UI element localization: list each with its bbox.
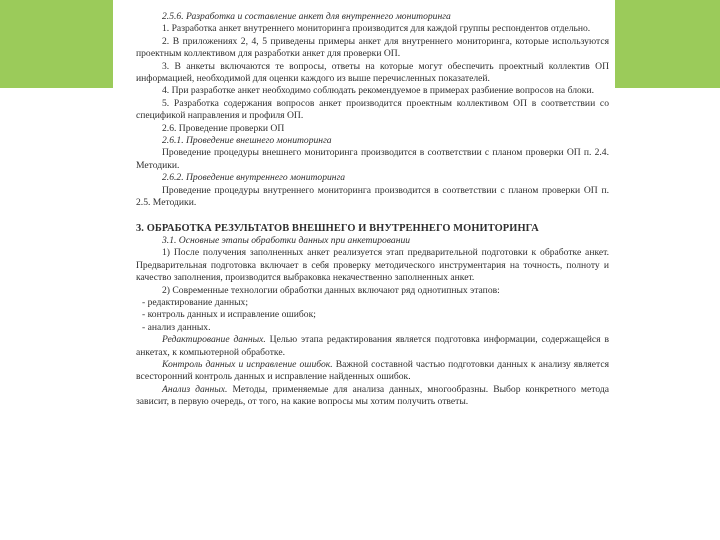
section-256-paragraph-3: 3. В анкеты включаются те вопросы, ответы на которые могут обеспечить проектный коллектив ОП информацией, необходимой для оценки каждого из выше перечисленных показателей. bbox=[136, 60, 609, 85]
section-3-paragraph-2: 2) Современные технологии обработки данных включают ряд однотипных этапов: bbox=[162, 284, 500, 296]
analysis-paragraph bbox=[136, 384, 609, 409]
section-3-paragraph-1: 1) После получения заполненных анкет реализуется этап предварительной подготовки к обработке анкет. Предварительная подготовка включает в себя проверку методического инструментария на точность, полноту и качество заполнения, производится выбраковка некачественно заполненных анкет. bbox=[136, 247, 609, 284]
control-text: Важной составной частью подготовки данных к анализу является всесторонний контроль данных и исправление найденных ошибок. bbox=[136, 358, 610, 383]
section-3-heading: 3. ОБРАБОТКА РЕЗУЛЬТАТОВ ВНЕШНЕГО И ВНУТРЕННЕГО МОНИТОРИНГА bbox=[136, 222, 539, 234]
section-26-title: 2.6. Проведение проверки ОП bbox=[162, 122, 285, 134]
editing-paragraph bbox=[136, 334, 609, 359]
section-261-title: 2.6.1. Проведение внешнего мониторинга bbox=[162, 135, 332, 147]
list-item: - контроль данных и исправление ошибок; bbox=[142, 309, 316, 321]
editing-text: Целью этапа редактирования является подготовка информации, содержащейся в анкетах, к компьютерной обработке. bbox=[136, 334, 609, 358]
section-256-paragraph-2: 2. В приложениях 2, 4, 5 приведены примеры анкет для внутреннего мониторинга, которые используются проектным коллективом для разработки анкет для проверки ОП. bbox=[136, 35, 609, 60]
section-256-paragraph-5: 5. Разработка содержания вопросов анкет производится проектным коллективом ОП в соответствии со спецификой направления и профиля ОП. bbox=[136, 97, 609, 122]
section-256-title: 2.5.6. Разработка и составление анкет для внутреннего мониторинга bbox=[162, 11, 451, 22]
control-lead: Контроль данных и исправление ошибок. bbox=[162, 358, 333, 370]
section-261-text: Проведение процедуры внешнего мониторинга производится в соответствии с планом проверки ОП п. 2.4. Методики. bbox=[136, 147, 609, 171]
section-262-text: Проведение процедуры внутреннего мониторинга производится в соответствии с планом проверки ОП п. 2.5. Методики. bbox=[136, 184, 609, 209]
analysis-text: Методы, применяемые для анализа данных, многообразны. Выбор конкретного метода зависит, в первую очередь, от того, на какие вопросы мы хотим получить ответы. bbox=[136, 383, 609, 408]
document-page bbox=[113, 0, 615, 540]
analysis-lead: Анализ данных. bbox=[162, 383, 228, 395]
list-item: - редактирование данных; bbox=[142, 296, 249, 308]
control-paragraph bbox=[136, 359, 609, 384]
section-256-paragraph-4: 4. При разработке анкет необходимо соблюдать рекомендуемое в примерах разбиение вопросов на блоки. bbox=[162, 85, 594, 97]
section-262-title: 2.6.2. Проведение внутреннего мониторинга bbox=[162, 172, 346, 184]
list-item: - анализ данных. bbox=[142, 321, 211, 333]
editing-lead: Редактирование данных. bbox=[162, 334, 266, 346]
section-31-title: 3.1. Основные этапы обработки данных при анкетировании bbox=[162, 234, 411, 246]
section-256-paragraph-1: 1. Разработка анкет внутреннего мониторинга производится для каждой группы респондентов отдельно. bbox=[162, 23, 591, 35]
